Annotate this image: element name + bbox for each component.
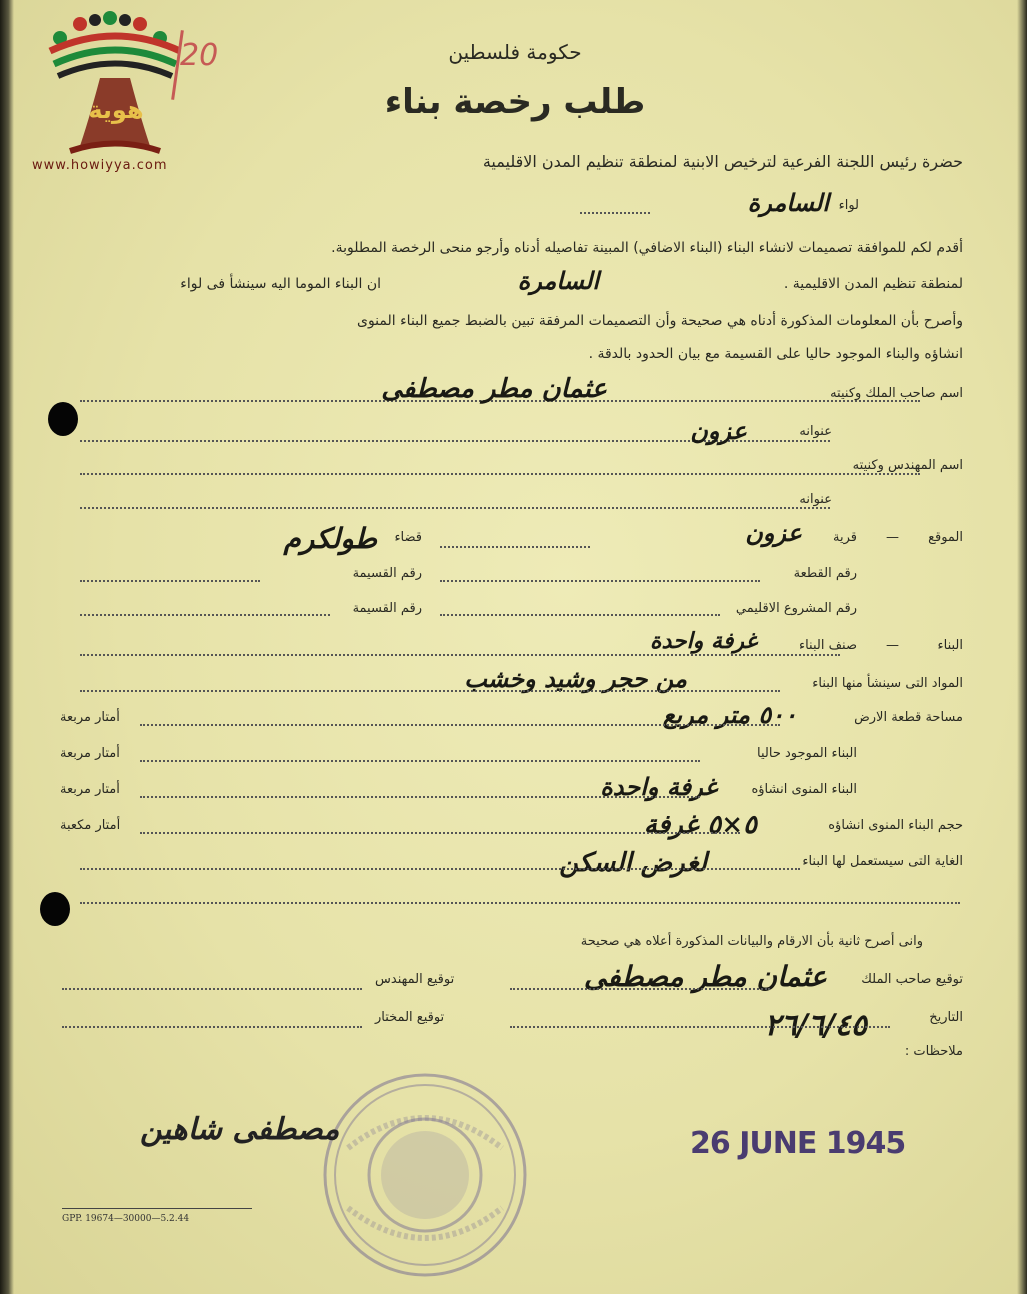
village-label: قرية	[833, 530, 857, 545]
owner-name-label: اسم صاحب الملك وكنيته	[830, 386, 963, 401]
date-value: ٢٦/٦/٤٥	[764, 1008, 867, 1043]
watermark-url: www.howiyya.com	[32, 158, 168, 173]
engineer-signature-dots	[62, 988, 362, 990]
materials-value: من حجر وشيد وخشب	[464, 664, 687, 693]
building-type-value: غرفة واحدة	[649, 628, 757, 654]
volume-label: حجم البناء المنوى انشاؤه	[828, 818, 963, 833]
logo-text: هوية	[88, 96, 144, 124]
district-value: السامرة	[747, 188, 829, 217]
engineer-address-label: عنوانه	[799, 492, 832, 507]
plot-number-label: رقم القطعة	[793, 566, 857, 581]
building-label: البناء	[937, 638, 963, 653]
page-number: 20	[180, 38, 219, 73]
parcel-number-dots	[80, 580, 260, 582]
existing-building-label: البناء الموجود حاليا	[757, 746, 857, 761]
notes-label: ملاحظات :	[904, 1044, 963, 1059]
building-dash: —	[886, 638, 899, 653]
land-area-unit: أمتار مربعة	[60, 710, 120, 725]
subdistrict-value: طولكرم	[283, 522, 377, 555]
official-seal-icon	[318, 1068, 532, 1282]
land-area-label: مساحة قطعة الارض	[854, 710, 963, 725]
owner-address-label: عنوانه	[799, 424, 832, 439]
land-area-value: ٥٠٠ متر مربع	[662, 700, 797, 729]
government-heading: حكومة فلسطين	[448, 40, 582, 64]
plot-number-dots	[440, 580, 760, 582]
subdistrict-label: قضاء	[394, 530, 422, 545]
date-dots	[510, 1026, 890, 1028]
scan-edge-right	[1017, 0, 1027, 1294]
village-dots	[440, 546, 590, 548]
declaration-text: وانى أصرح ثانية بأن الارقام والبيانات المذكورة أعلاه هي صحيحة	[580, 934, 923, 949]
paragraph-2-prefix: ان البناء الموما اليه سينشأ فى لواء	[180, 276, 381, 292]
purpose-dots	[80, 868, 800, 870]
existing-building-unit: أمتار مربعة	[60, 746, 120, 761]
engineer-name-dots	[80, 473, 920, 475]
proposed-building-dots	[140, 796, 700, 798]
declaration-paragraph-1: وأصرح بأن المعلومات المذكورة أدناه هي صحيحة وأن التصميمات المرفقة تبين بالضبط جميع البناء المنوى	[356, 313, 963, 329]
parcel-number-2-dots	[80, 614, 330, 616]
date-label: التاريخ	[929, 1010, 963, 1025]
bottom-signature: مصطفى شاهين	[140, 1112, 340, 1147]
volume-value: ٥×٥ غرفة	[643, 810, 757, 840]
village-value: عزون	[745, 518, 802, 547]
punch-hole-top	[48, 402, 78, 436]
location-dash: —	[886, 530, 899, 545]
location-label: الموقع	[928, 530, 963, 545]
district-label: لواء	[838, 198, 859, 213]
punch-hole-bottom	[40, 892, 70, 926]
building-type-dots	[80, 654, 840, 656]
materials-dots	[80, 690, 780, 692]
existing-building-dots	[140, 760, 700, 762]
regional-scheme-dots	[440, 614, 720, 616]
mukhtar-signature-dots	[62, 1026, 362, 1028]
engineer-signature-label: توقيع المهندس	[375, 972, 455, 987]
print-code: GPP. 19674—30000—5.2.44	[62, 1214, 190, 1224]
owner-signature: عثمان مطر مصطفى	[583, 960, 827, 993]
owner-address-value: عزون	[690, 416, 747, 445]
owner-signature-label: توقيع صاحب الملك	[861, 972, 963, 987]
parcel-number-2-label: رقم القسيمة	[352, 601, 422, 616]
proposed-building-value: غرفة واحدة	[600, 772, 717, 801]
regional-scheme-label: رقم المشروع الاقليمي	[735, 601, 857, 616]
engineer-address-dots	[80, 507, 830, 509]
request-paragraph: أقدم لكم للموافقة تصميمات لانشاء البناء (البناء الاضافي) المبينة تفاصيله أدناه وأرجو منحى الرخصة المطلوبة.	[331, 240, 963, 256]
engineer-name-label: اسم المهندس وكنيته	[852, 458, 963, 473]
district-dots	[580, 212, 650, 214]
declaration-paragraph-2: انشاؤه والبناء الموجود حاليا على القسيمة مع بيان الحدود بالدقة .	[588, 346, 963, 362]
owner-name-value: عثمان مطر مصطفى	[381, 374, 607, 404]
date-stamp: 26 JUNE 1945	[690, 1126, 906, 1161]
proposed-building-label: البناء المنوى انشاؤه	[751, 782, 857, 797]
mukhtar-signature-label: توقيع المختار	[375, 1010, 445, 1025]
purpose-dots-2	[80, 902, 960, 904]
form-title: طلب رخصة بناء	[384, 82, 646, 122]
materials-label: المواد التى سينشأ منها البناء	[812, 676, 963, 691]
parcel-number-label: رقم القسيمة	[352, 566, 422, 581]
owner-signature-dots	[510, 988, 770, 990]
proposed-building-unit: أمتار مربعة	[60, 782, 120, 797]
volume-dots	[140, 832, 740, 834]
addressee-line: حضرة رئيس اللجنة الفرعية لترخيص الابنية لمنطقة تنظيم المدن الاقليمية	[482, 152, 963, 171]
purpose-label: الغاية التى سيستعمل لها البناء	[802, 854, 963, 869]
volume-unit: أمتار مكعبة	[60, 818, 121, 833]
scan-edge-left	[0, 0, 14, 1294]
paragraph-2-suffix: لمنطقة تنظيم المدن الاقليمية .	[783, 276, 963, 292]
land-area-dots	[140, 724, 780, 726]
building-type-label: صنف البناء	[798, 638, 857, 653]
print-line	[62, 1208, 252, 1209]
purpose-value: لغرض السكن	[559, 848, 707, 878]
paragraph-2-district: السامرة	[517, 266, 599, 295]
